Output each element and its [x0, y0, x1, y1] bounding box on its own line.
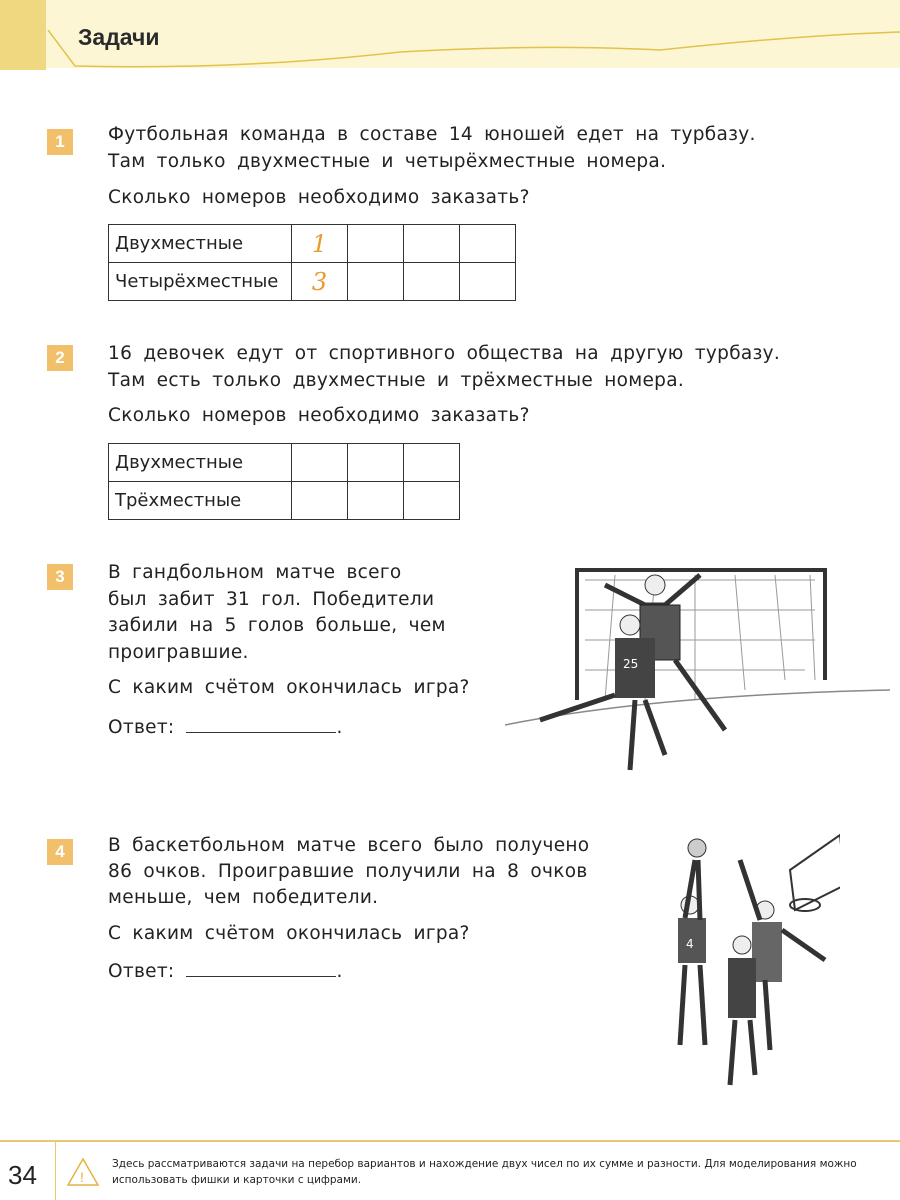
- footer-divider: [0, 1140, 900, 1142]
- table-row: [109, 482, 460, 520]
- table-cell[interactable]: [404, 482, 460, 520]
- footer-vertical-divider: [55, 1142, 56, 1200]
- row-label: Четырёхместные: [109, 263, 292, 301]
- table-cell[interactable]: [460, 225, 516, 263]
- header-curve: [40, 30, 900, 70]
- row-label: Трёхместные: [109, 482, 292, 520]
- table-cell[interactable]: [292, 444, 348, 482]
- answer-period: .: [336, 717, 343, 738]
- task-question: С каким счётом окончилась игра?: [108, 923, 470, 944]
- task-text: Там есть только двухместные и трёхместные номера.: [108, 370, 685, 391]
- handball-illustration: [505, 560, 890, 785]
- table-cell[interactable]: 3: [292, 263, 348, 301]
- task-text: проигравшие.: [108, 642, 249, 663]
- table-cell[interactable]: [348, 263, 404, 301]
- answer-row: [108, 961, 343, 982]
- row-label: Двухместные: [109, 444, 292, 482]
- answer-period: .: [336, 961, 343, 982]
- answer-row: [108, 717, 343, 738]
- table-row: [109, 263, 516, 301]
- task2-table: [108, 443, 460, 520]
- table-cell[interactable]: [292, 482, 348, 520]
- task1-table: [108, 224, 516, 301]
- task-number-badge: 2: [47, 345, 73, 371]
- task-text: 16 девочек едут от спортивного общества на другую турбазу.: [108, 343, 781, 364]
- table-cell[interactable]: [460, 263, 516, 301]
- table-row: [109, 225, 516, 263]
- task-number-badge: 3: [47, 564, 73, 590]
- task-text: был забит 31 гол. Победители: [108, 589, 435, 610]
- task-number-badge: 1: [47, 129, 73, 155]
- footer-note: Здесь рассматриваются задачи на перебор вариантов и нахождение двух чисел по их сумме и разности. Для моделирования можно использовать фишки и карточки с цифрами.: [112, 1158, 857, 1186]
- task-text: Там только двухместные и четырёхместные номера.: [108, 151, 667, 172]
- task-question: Сколько номеров необходимо заказать?: [108, 187, 530, 208]
- page-title: Задачи: [78, 24, 160, 50]
- answer-label: Ответ:: [108, 961, 175, 982]
- table-cell[interactable]: [348, 444, 404, 482]
- table-cell[interactable]: [404, 444, 460, 482]
- task-question: Сколько номеров необходимо заказать?: [108, 405, 530, 426]
- task-text: В баскетбольном матче всего было получено: [108, 835, 590, 856]
- task-text: меньше, чем победители.: [108, 887, 379, 908]
- table-cell[interactable]: [404, 225, 460, 263]
- task-number-badge: 4: [47, 839, 73, 865]
- table-cell[interactable]: [404, 263, 460, 301]
- table-row: [109, 444, 460, 482]
- table-cell[interactable]: 1: [292, 225, 348, 263]
- answer-blank[interactable]: [186, 976, 336, 977]
- jersey-number: 4: [686, 937, 694, 951]
- task-text: забили на 5 голов больше, чем: [108, 615, 446, 636]
- warning-icon: [66, 1157, 100, 1187]
- svg-text:!: !: [80, 1169, 84, 1185]
- page-number: 34: [8, 1160, 37, 1190]
- table-cell[interactable]: [348, 482, 404, 520]
- task-text: 86 очков. Проигравшие получили на 8 очков: [108, 861, 588, 882]
- task-text: Футбольная команда в составе 14 юношей едет на турбазу.: [108, 124, 756, 145]
- jersey-number: 25: [623, 657, 639, 671]
- task-text: В гандбольном матче всего: [108, 562, 402, 583]
- row-label: Двухместные: [109, 225, 292, 263]
- table-cell[interactable]: [348, 225, 404, 263]
- answer-label: Ответ:: [108, 717, 175, 738]
- basketball-illustration: [640, 830, 840, 1100]
- answer-blank[interactable]: [186, 732, 336, 733]
- task-question: С каким счётом окончилась игра?: [108, 677, 470, 698]
